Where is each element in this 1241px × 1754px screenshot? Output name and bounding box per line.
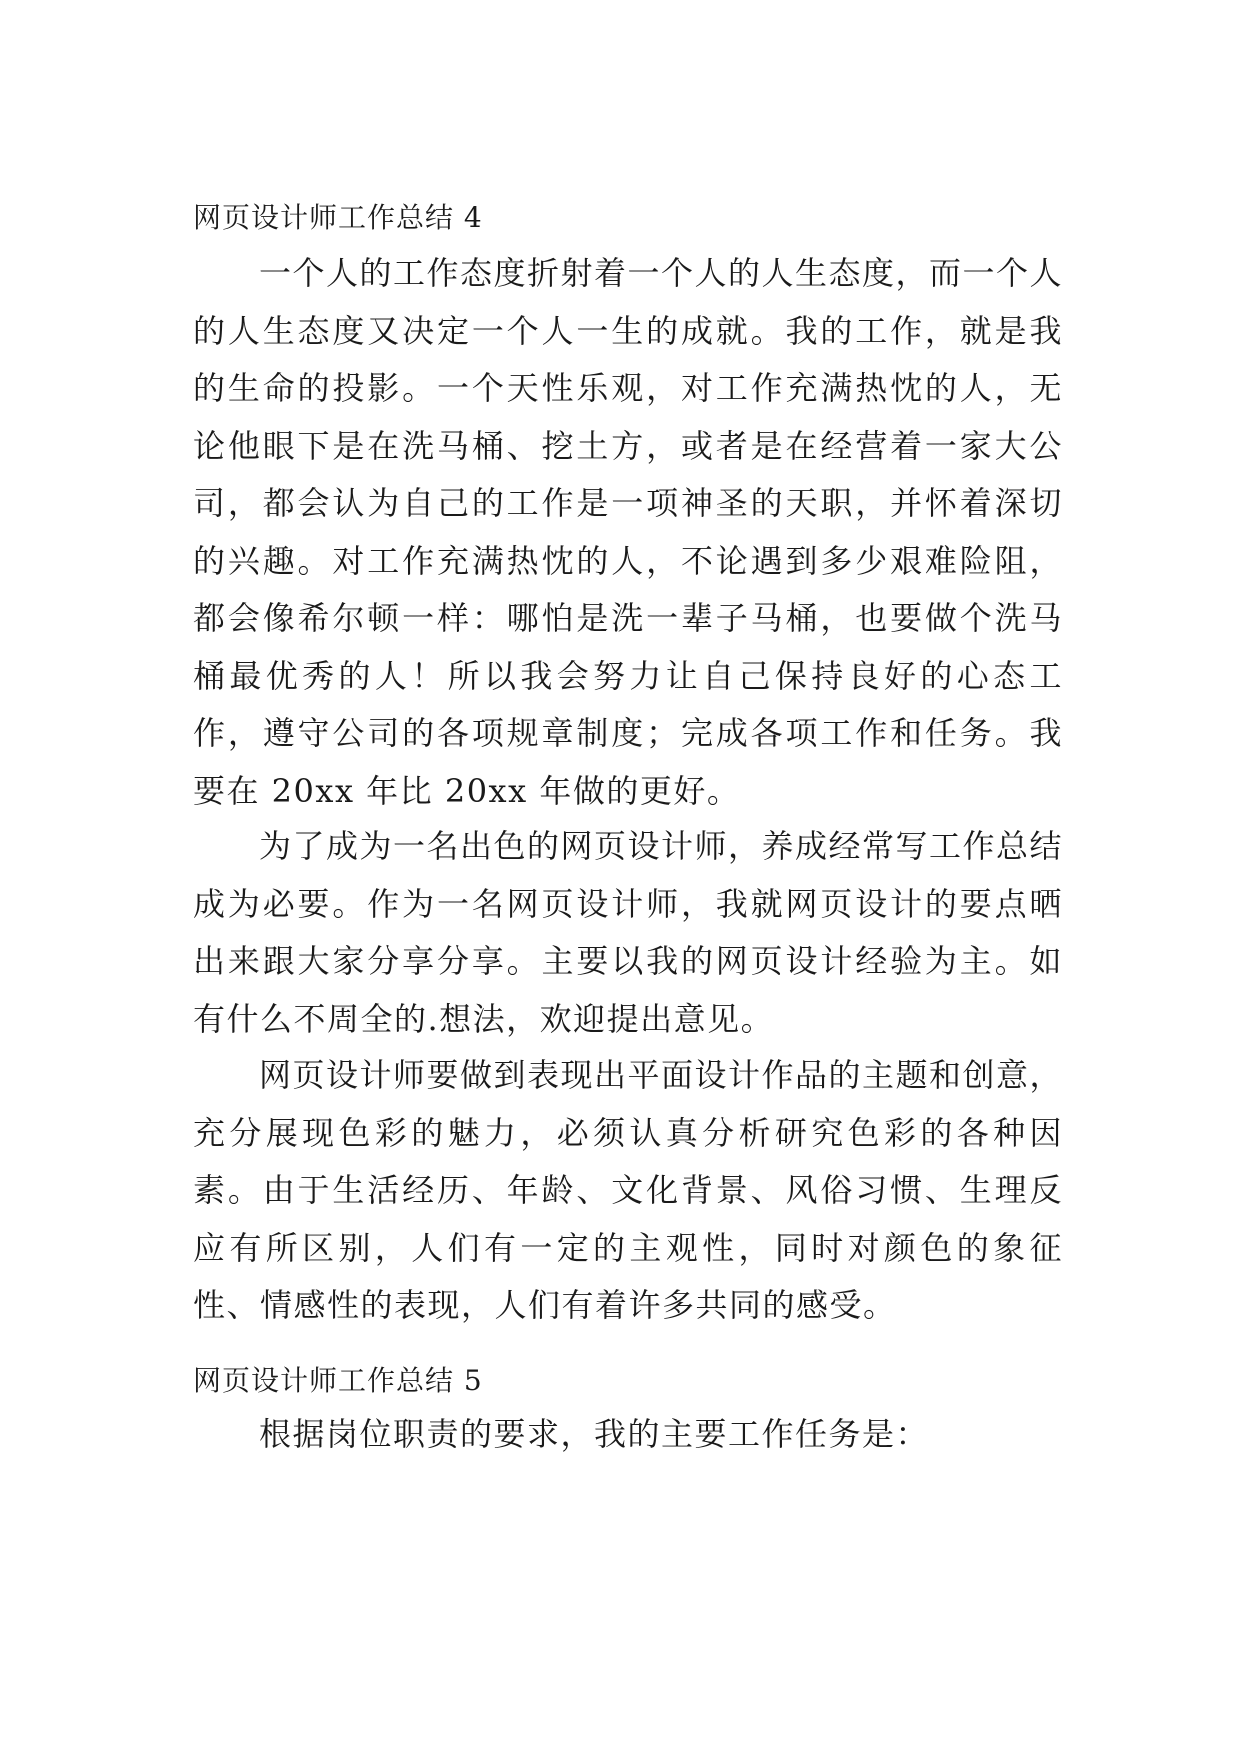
paragraph-work-attitude: 一个人的工作态度折射着一个人的人生态度，而一个人的人生态度又决定一个人一生的成就。我的工作，就是我的生命的投影。一个天性乐观，对工作充满热忱的人，无论他眼下是在洗马桶、挖土方，或者是在经营着一家大公司，都会认为自己的工作是一项神圣的天职，并怀着深切的兴趣。对工作充满热忱的人，不论遇到多少艰难险阻，都会像希尔顿一样：哪怕是洗一辈子马桶，也要做个洗马桶最优秀的人！所以我会努力让自己保持良好的心态工作，遵守公司的各项规章制度；完成各项工作和任务。我要在 20xx 年比 20xx 年做的更好。 — [193, 254, 1064, 810]
paragraph-color-design: 网页设计师要做到表现出平面设计作品的主题和创意，充分展现色彩的魅力，必须认真分析研究色彩的各种因素。由于生活经历、年龄、文化背景、风俗习惯、生理反应有所区别，人们有一定的主观性，同时对颜色的象征性、情感性的表现，人们有着许多共同的感受。 — [193, 1056, 1064, 1324]
paragraph-job-duties: 根据岗位职责的要求，我的主要工作任务是： — [259, 1415, 930, 1453]
section-title-4: 网页设计师工作总结 4 — [193, 201, 483, 234]
section-title-5: 网页设计师工作总结 5 — [193, 1364, 483, 1397]
paragraph-work-summary: 为了成为一名出色的网页设计师，养成经常写工作总结成为必要。作为一名网页设计师，我就网页设计的要点晒出来跟大家分享分享。主要以我的网页设计经验为主。如有什么不周全的.想法，欢迎提出意见。 — [193, 827, 1064, 1038]
